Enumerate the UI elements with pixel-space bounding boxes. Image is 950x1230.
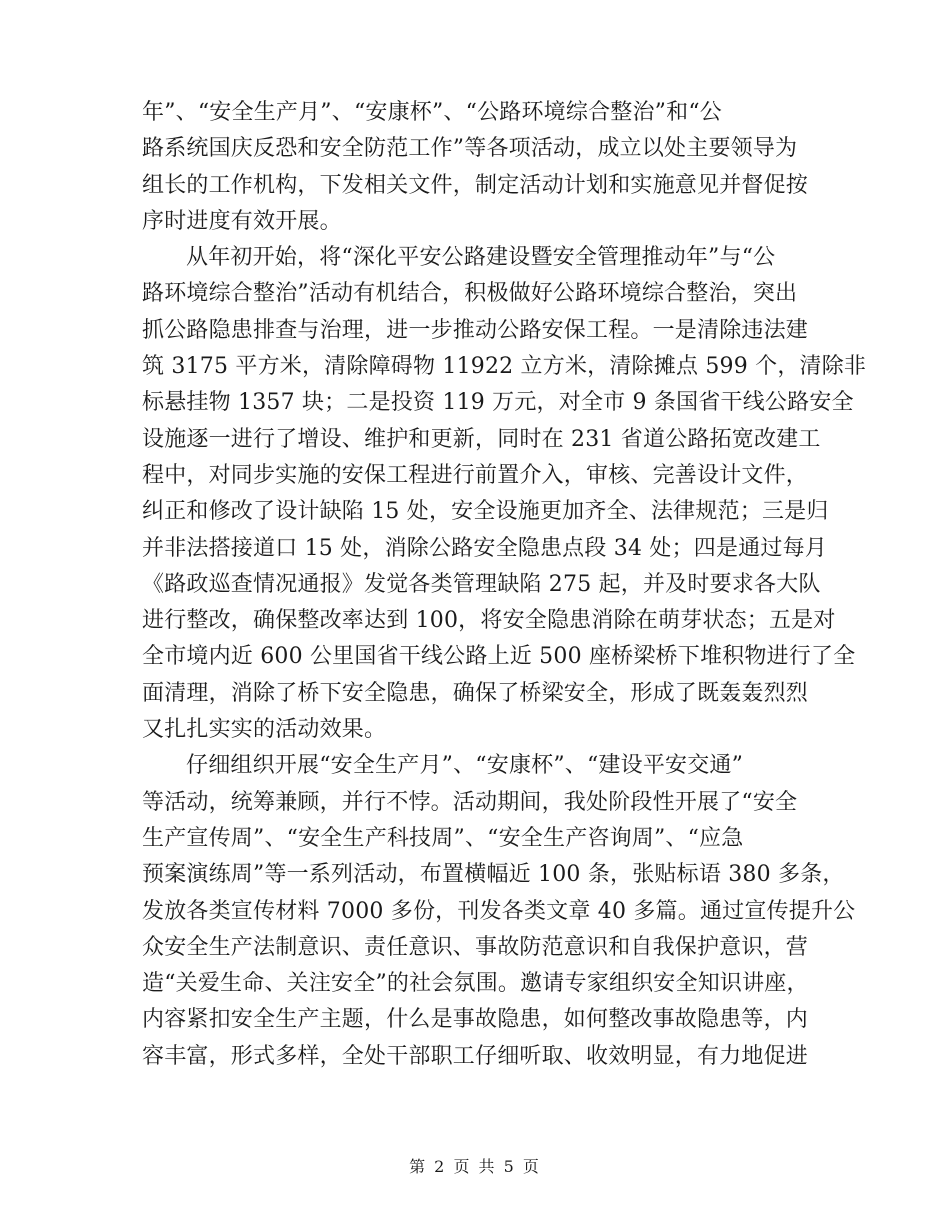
text-line: 众安全生产法制意识、责任意识、事故防范意识和自我保护意识，营 xyxy=(142,934,809,960)
text-line: 序时进度有效开展。 xyxy=(142,208,342,234)
text-line: 从年初开始，将“深化平安公路建设暨安全管理推动年”与“公 xyxy=(186,245,776,271)
text-line: 全市境内近 600 公里国省干线公路上近 500 座桥梁桥下堆积物进行了全 xyxy=(142,644,856,670)
text-line: 仔细组织开展“安全生产月”、“安康杯”、“建设平安交通” xyxy=(186,753,744,779)
text-line: 抓公路隐患排查与治理，进一步推动公路安保工程。一是清除违法建 xyxy=(142,317,809,343)
text-line: 生产宣传周”、“安全生产科技周”、“安全生产咨询周”、“应急 xyxy=(142,825,744,851)
text-line: 内容紧扣安全生产主题，什么是事故隐患，如何整改事故隐患等，内 xyxy=(142,1007,809,1033)
text-line: 组长的工作机构，下发相关文件，制定活动计划和实施意见并督促按 xyxy=(142,172,809,198)
text-line: 发放各类宣传材料 7000 多份，刊发各类文章 40 多篇。通过宣传提升公 xyxy=(142,898,856,924)
text-line: 路系统国庆反恐和安全防范工作”等各项活动，成立以处主要领导为 xyxy=(142,136,798,162)
paragraph-3 xyxy=(142,748,856,1075)
text-line: 路环境综合整治”活动有机结合，积极做好公路环境综合整治，突出 xyxy=(142,281,798,307)
text-line: 进行整改，确保整改率达到 100，将安全隐患消除在萌芽状态；五是对 xyxy=(142,608,836,634)
text-line: 《路政巡查情况通报》发觉各类管理缺陷 275 起，并及时要求各大队 xyxy=(142,571,821,597)
text-line: 面清理，消除了桥下安全隐患，确保了桥梁安全，形成了既轰轰烈烈 xyxy=(142,680,809,706)
text-line: 筑 3175 平方米，清除障碍物 11922 立方米，清除摊点 599 个，清除非 xyxy=(142,354,867,380)
text-line: 造“关爱生命、关注安全”的社会氛围。邀请专家组织安全知识讲座， xyxy=(142,971,809,997)
paragraph-1 xyxy=(142,95,809,240)
text-line: 设施逐一进行了增设、维护和更新，同时在 231 省道公路拓宽改建工 xyxy=(142,426,821,452)
text-line: 预案演练周”等一系列活动，布置横幅近 100 条，张贴标语 380 多条， xyxy=(142,862,845,888)
paragraph-2 xyxy=(142,240,867,748)
text-line: 年”、“安全生产月”、“安康杯”、“公路环境综合整治”和“公 xyxy=(142,100,722,125)
text-line: 又扎扎实实的活动效果。 xyxy=(142,717,387,743)
text-line: 标悬挂物 1357 块；二是投资 119 万元，对全市 9 条国省干线公路安全 xyxy=(142,390,854,416)
text-line: 纠正和修改了设计缺陷 15 处，安全设施更加齐全、法律规范；三是归 xyxy=(142,499,829,525)
document-body xyxy=(142,95,867,1075)
text-line: 并非法搭接道口 15 处，消除公路安全隐患点段 34 处；四是通过每月 xyxy=(142,535,827,561)
text-line: 等活动，统筹兼顾，并行不悖。活动期间，我处阶段性开展了“安全 xyxy=(142,789,798,815)
text-line: 容丰富，形式多样，全处干部职工仔细听取、收效明显，有力地促进 xyxy=(142,1043,809,1069)
text-line: 程中，对同步实施的安保工程进行前置介入，审核、完善设计文件， xyxy=(142,462,809,488)
page-number-footer: 第 2 页 共 5 页 xyxy=(409,1157,541,1176)
